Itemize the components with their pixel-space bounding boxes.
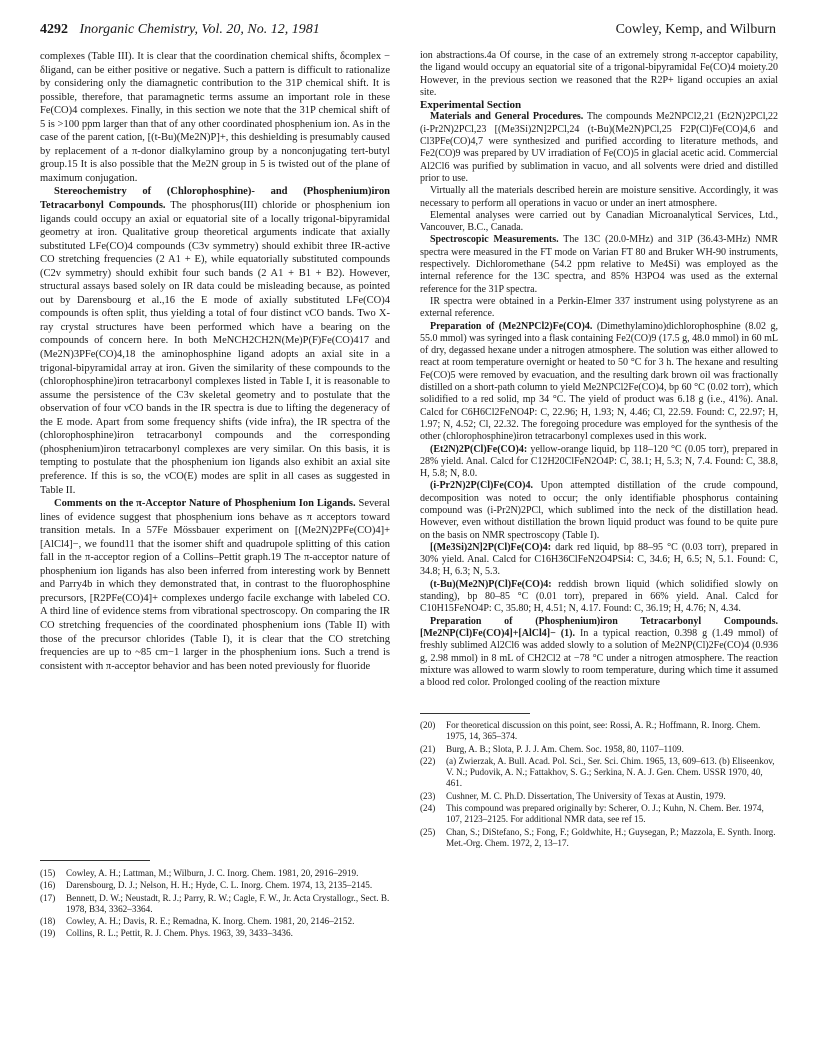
running-authors: Cowley, Kemp, and Wilburn (615, 22, 776, 37)
footnote-number: (19) (40, 928, 56, 939)
preparation-paragraph (420, 480, 778, 541)
section-title: Experimental Section (420, 99, 522, 112)
paragraph: ion abstractions.4a Of course, in the case of an extremely strong π-acceptor capability, the ligand would occupy an equatorial site of a trigonal-bipyramidal Fe(CO)4 moiety.20 However, in the previous section we reasoned that the R2P+ ligand occupies an axial site. (420, 50, 778, 98)
paragraph-text: dark red liquid, bp 88–95 °C (0.03 torr), prepared in 30% yield. Anal. Calcd for C16H36ClFeN2O4PSi4: C, 34.6; H, 6.5; N, 5.1. Found: C, 34.8; H, 6.3; N, 5.3. (420, 541, 778, 578)
footnote (420, 827, 778, 850)
footnote (40, 928, 390, 939)
paragraph: Elemental analyses were carried out by Canadian Microanalytical Services, Ltd., Vancouver, B.C., Canada. (420, 209, 778, 234)
footnote-number: (25) (420, 826, 436, 837)
footnote-number: (18) (40, 916, 56, 927)
paragraph-text: In a typical reaction, 0.398 g (1.49 mmol) of freshly sublimed Al2Cl6 was added slowly to a solution of Me2NP(Cl)2Fe(CO)4 (0.936 g, 2.98 mmol) in 8 mL of CH2Cl2 at −78 °C under a nitrogen atmosphere. The reaction mixture was allowed to warm slowly to room temperature, during which time it assumed a blood red color. Prolonged cooling of the reaction mixture (420, 627, 779, 689)
preparation-heading: (i-Pr2N)2P(Cl)Fe(CO)4. (430, 480, 534, 492)
footnote (420, 791, 778, 802)
paragraph-text: (Dimethylamino)dichlorophosphine (8.02 g, 55.0 mmol) was syringed into a flask containing Fe2(CO)9 (17.5 g, 48.0 mmol) in 60 mL of dry, degassed hexane under a nitrogen atmosphere. The solution was either allowed to react at room temperature overnight or heated to 50 °C for 3 h. The hexane and resulting Fe(CO)5 were removed by evacuation, and the resulting dark brown oil was fractionally distilled on a short-path column to yield Me2NPCl2Fe(CO)4, bp 60 °C (0.02 torr), which solidified to a red solid, mp 34 °C. The yield of product was 6.18 g (i.e., 41%). Anal. Calcd for C6H6Cl2FeNO4P: C, 22.96; H, 1.93; N, 4.46; Cl, 22.59. Found: C, 22.97; H, 1.97; N, 4.52; Cl, 22.32. The foregoing procedure was employed for the synthesis of the other (chlorophosphine)iron tetracarbonyl complexes used in this work. (420, 320, 779, 443)
footnote-text: Collins, R. L.; Pettit, R. J. Chem. Phys. 1963, 39, 3433–3436. (66, 928, 293, 939)
preparation-heading: (t-Bu)(Me2N)P(Cl)Fe(CO)4: (430, 578, 552, 590)
footnotes-right (420, 720, 778, 850)
footnote-number: (23) (420, 790, 436, 801)
paragraph-text: yellow-orange liquid, bp 118–120 °C (0.05 torr), prepared in 28% yield. Anal. Calcd for C12H20ClFeN2O4P: C, 38.1; H, 5.3; N, 7.4. Found: C, 38.8, H, 5.8; N, 8.0. (420, 443, 778, 480)
subsection-paragraph (420, 234, 778, 295)
paragraph: Virtually all the materials described herein are moisture sensitive. Accordingly, it was necessary to perform all operations in vacuo or under an inert atmosphere. (420, 185, 778, 209)
preparation-heading: Preparation of (Phosphenium)iron Tetracarbonyl Compounds. [Me2NP(Cl)Fe(CO)4]+[AlCl4]− (1). (420, 615, 778, 639)
footnote (40, 916, 390, 927)
paragraph-text: The compounds Me2NPCl2,21 (Et2N)2PCl,22 (i-Pr2N)2PCl,23 [(Me3Si)2N]2PCl,24 (t-Bu)(Me2N)PCl,25 F2P(Cl)Fe(CO)4,6 and Cl3PFe(CO)4,7 were synthesized and purified according to literature methods, and Fe2(CO)9 was prepared by UV irradiation of Fe(CO)5 in glacial acetic acid. Commercial Al2Cl6 was purified by sublimation in vacuo, and all solvents were dried and distilled prior to use. (420, 111, 778, 184)
preparation-paragraph (420, 444, 778, 481)
paragraph-text: reddish brown liquid (which solidified slowly on standing), bp 80–85 °C (0.01 torr), prepared in 66% yield. Anal. Calcd for C10H15FeNO4P: C, 35.80; H, 4.51; N, 4.17. Found: C, 36.19; H, 4.76; N, 4.34. (420, 578, 778, 615)
footnote (420, 744, 778, 755)
preparation-heading: [(Me3Si)2N]2P(Cl)Fe(CO)4: (430, 541, 552, 553)
footnote (420, 756, 778, 790)
preparation-heading: (Et2N)2P(Cl)Fe(CO)4: (430, 443, 528, 455)
paragraph-text: The phosphorus(III) chloride or phosphenium ion ligands could occupy an axial or equatorial site of a locally trigonal-bipyramidal geometry at iron. Qualitative group theoretical arguments indicate that axially substituted LFe(CO)4 compounds (C3v symmetry) should exhibit three IR-active CO stretching frequencies (2 A1 + E), while equatorially substituted compounds (C2v symmetry) should exhibit four such bands (2 A1 + B1 + B2). However, structural assays based solely on IR data could be misleading because, as pointed out by Darensbourg et al.,16 the E mode of axially substituted LFe(CO)4 compounds is often split, thus yielding a total of four distinct νCO bands. Two X-ray crystal structures have been performed which have a bearing on the compounds of concern here. In both MeNCH2CH2N(Me)P(F)Fe(CO)417 and (Me2N)3PFe(CO)4,18 the aminophosphine ligand adopts an axial site in a trigonal-bipyramidal array at iron. Given the similarity of these compounds to the (chlorophosphine)iron tetracarbonyl complexes listed in Table I, it is reasonable to assume the persistence of the C3v skeletal geometry and to postulate that the observation of four νCO bands in the IR spectra is due to lifting the degeneracy of the E mode. Apart from some frequency shifts (vide infra), the IR spectra of the (chlorophosphine)iron tetracarbonyl compounds and the corresponding (phosphenium)iron tetracarbonyl complexes are very similar. On this basis, it is tempting to postulate that the phosphenium ion ligands also exhibit an axial site preference. If this is so, the νCO(E) modes are split in all cases as suggested in Table II. (40, 200, 390, 496)
footnote-number: (17) (40, 892, 56, 903)
header-left (40, 22, 320, 38)
page-header (40, 20, 776, 44)
section-heading: Stereochemistry of (Chlorophosphine)- and (Phosphenium)iron Tetracarbonyl Compounds. (40, 186, 390, 212)
footnote-divider (420, 713, 530, 714)
footnote (40, 893, 390, 916)
section-paragraph (40, 497, 390, 673)
footnote (40, 880, 390, 891)
footnote-text: Cowley, A. H.; Lattman, M.; Wilburn, J. C. Inorg. Chem. 1981, 20, 2916–2919. (66, 868, 359, 878)
paragraph: complexes (Table III). It is clear that the coordination chemical shifts, δcomplex − δligand, can be either positive or negative. Such a pattern is difficult to rationalize by considering only the diamagnetic contribution to the 31P chemical shift. It is possible, therefore, that paramagnetic terms assume an important role in these Fe(CO)4 complexes. Finally, in this section we note that the 31P chemical shift of 5 is >100 ppm larger than that of any other coordinated phosphenium ion. As in the case of the parent cation, [(t-Bu)(Me2N)P]+, this deshielding is presumably caused by replacement of a π-donor dialkylamino group by a nonconjugating tert-butyl group.15 It is also possible that the Me2N group in 5 is twisted out of the plane of maximum conjugation. (40, 51, 390, 184)
paragraph-text: The 13C (20.0-MHz) and 31P (36.43-MHz) NMR spectra were measured in the FT mode on Varian FT 80 and Bruker WH-90 instruments, respectively. Dichloromethane (54.2 ppm relative to Me4Si) was employed as the internal reference for the 13C spectra, and 85% H3PO4 was used as the external reference for the 31P spectra. (420, 234, 778, 295)
subsection-paragraph (420, 111, 778, 185)
footnote-text: This compound was prepared originally by: Scherer, O. J.; Kuhn, N. Chem. Ber. 1974, 107, 2123–2125. For additional NMR data, see ref 15. (446, 803, 764, 825)
footnote (420, 803, 778, 826)
footnote-text: Bennett, D. W.; Neustadt, R. J.; Parry, R. W.; Cagle, F. W., Jr. Acta Crystallogr., Sect. B. 1978, B34, 3362–3364. (66, 892, 390, 914)
page-number: 4292 (40, 22, 68, 37)
footnote-number: (15) (40, 868, 56, 878)
footnote-number: (16) (40, 880, 56, 891)
footnote-number: (20) (420, 720, 436, 730)
footnote-text: Cushner, M. C. Ph.D. Dissertation, The University of Texas at Austin, 1979. (446, 790, 726, 801)
footnote-text: Cowley, A. H.; Davis, R. E.; Remadna, K. Inorg. Chem. 1981, 20, 2146–2152. (66, 916, 355, 927)
right-column (420, 50, 778, 689)
footnote-divider (40, 860, 150, 861)
section-heading: Comments on the π-Acceptor Nature of Phosphenium Ion Ligands. (54, 498, 356, 510)
preparation-paragraph (420, 542, 778, 579)
footnote-number: (24) (420, 803, 436, 814)
journal-citation: Inorganic Chemistry, Vol. 20, No. 12, 1981 (79, 22, 320, 37)
paragraph-text: Several lines of evidence suggest that phosphenium ions behave as π acceptors toward transition metals. In a 57Fe Mössbauer experiment on [(Me2N)2PFe(CO)4]+[AlCl4]−, we found11 that the isomer shift and quadrupole splitting of this cation fall in the π-acceptor region of a Collins–Pettit graph.19 The π-acceptor nature of phosphenium ion ligands has also been inferred from interesting work by Bennett and Parry4b in which they demonstrated that, in contrast to the fluorophosphine precursors, [R2PFe(CO)4]+ complexes undergo facile exchange with labeled CO. A third line of evidence stems from vibrational spectroscopy. On comparing the IR CO stretching frequencies of the coordinated phosphenium ions (Table II) with those of the precursor chlorides (Table I), it is clear that the CO stretching frequencies are up to ~85 cm−1 larger in the phosphenium ions. Such a trend is consistent with π-acceptor behavior and has been noted previously for fluoride (40, 498, 391, 672)
preparation-paragraph (420, 579, 778, 616)
footnote-text: Darensbourg, D. J.; Nelson, H. H.; Hyde, C. L. Inorg. Chem. 1974, 13, 2135–2145. (66, 880, 373, 891)
footnotes-left (40, 868, 390, 941)
footnote-number: (21) (420, 743, 436, 754)
subsection-heading: Materials and General Procedures. (430, 111, 584, 123)
section-paragraph (40, 185, 390, 497)
footnote-text: For theoretical discussion on this point, see: Rossi, A. R.; Hoffmann, R. Inorg. Chem. 1975, 14, 365–374. (446, 720, 761, 742)
preparation-paragraph (420, 616, 778, 690)
preparation-paragraph (420, 321, 778, 444)
paragraph: IR spectra were obtained in a Perkin-Elmer 337 instrument using polystyrene as an external reference. (420, 295, 778, 320)
preparation-heading: Preparation of (Me2NPCl2)Fe(CO)4. (430, 320, 593, 332)
footnote-text: Chan, S.; DiStefano, S.; Fong, F.; Goldwhite, H.; Guysegan, P.; Mazzola, E. Synth. Inorg. Met.-Org. Chem. 1972, 2, 13–17. (446, 826, 776, 848)
footnote (420, 720, 778, 743)
footnote (40, 868, 390, 879)
footnote-text: Burg, A. B.; Slota, P. J. J. Am. Chem. Soc. 1958, 80, 1107–1109. (446, 743, 684, 754)
paragraph-text: Upon attempted distillation of the crude compound, decomposition was noted to occur; the only identifiable phosphorus containing compound was (i-Pr2N)2PCl, which sublimed into the neck of the distillation head. However, even without distillation the brown liquid product was found to be quite pure on the basis on NMR spectroscopy (Table I). (420, 480, 779, 541)
left-column (40, 50, 390, 673)
subsection-heading: Spectroscopic Measurements. (430, 234, 559, 246)
footnote-text: (a) Zwierzak, A. Bull. Acad. Pol. Sci., Ser. Sci. Chim. 1965, 13, 609–613. (b) Eliseenkov, V. N.; Pudovik, A. N.; Fattakhov, S. G.; Serkina, N. A. J. Gen. Chem. USSR 1970, 40, 461. (446, 755, 775, 789)
footnote-number: (22) (420, 755, 436, 766)
